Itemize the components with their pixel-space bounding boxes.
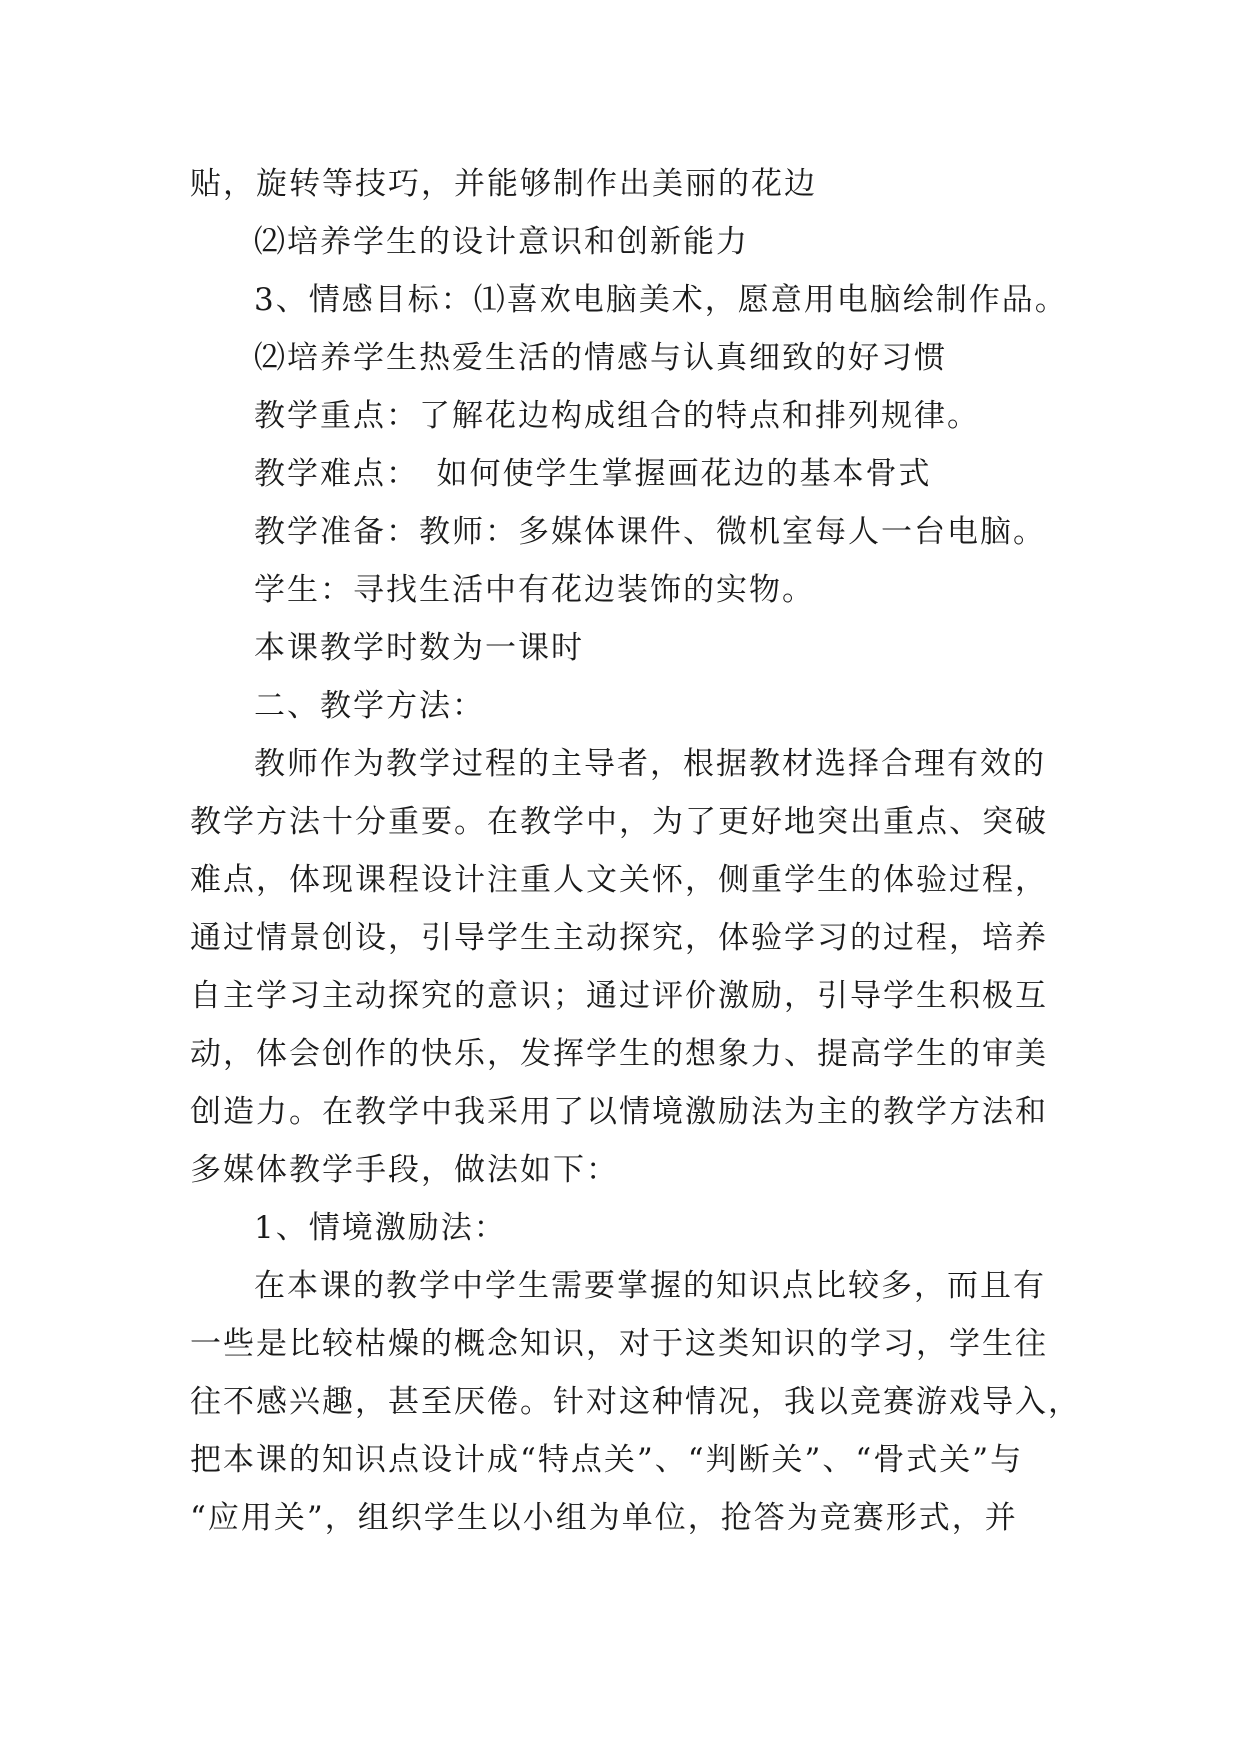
text-line: 教学方法十分重要。在教学中，为了更好地突出重点、突破 [190,804,1048,840]
text-line: 一些是比较枯燥的概念知识，对于这类知识的学习，学生往 [190,1326,1048,1362]
text-line: ⑵培养学生热爱生活的情感与认真细致的好习惯 [254,340,947,376]
subsection-heading: 1、情境激励法： [254,1210,507,1246]
text-line: 教学准备：教师：多媒体课件、微机室每人一台电脑。 [254,514,1046,550]
text-line: 本课教学时数为一课时 [254,630,584,666]
text-line: 多媒体教学手段，做法如下： [190,1152,619,1188]
text-line: 学生：寻找生活中有花边装饰的实物。 [254,572,815,608]
text-line: 难点，体现课程设计注重人文关怀，侧重学生的体验过程， [190,862,1048,898]
text-line: 3、情感目标：⑴喜欢电脑美术，愿意用电脑绘制作品。 [254,282,1068,318]
text-line: 通过情景创设，引导学生主动探究，体验学习的过程，培养 [190,920,1048,956]
text-line: 在本课的教学中学生需要掌握的知识点比较多，而且有 [254,1268,1046,1304]
text-line: 贴，旋转等技巧，并能够制作出美丽的花边 [190,166,817,202]
section-heading: 二、教学方法： [254,688,485,724]
text-line: ⑵培养学生的设计意识和创新能力 [254,224,749,260]
text-line: 往不感兴趣，甚至厌倦。针对这种情况，我以竞赛游戏导入， [190,1384,1081,1420]
text-line: 创造力。在教学中我采用了以情境激励法为主的教学方法和 [190,1094,1048,1130]
text-line: 把本课的知识点设计成“特点关”、“判断关”、“骨式关”与 [190,1442,1024,1478]
document-body [190,155,1081,1547]
text-line: 自主学习主动探究的意识；通过评价激励，引导学生积极互 [190,978,1048,1014]
text-line: 教学难点： 如何使学生掌握画花边的基本骨式 [254,456,932,492]
text-line: 教师作为教学过程的主导者，根据教材选择合理有效的 [254,746,1046,782]
text-line: “应用关”，组织学生以小组为单位，抢答为竞赛形式，并 [190,1500,1018,1536]
text-line: 教学重点：了解花边构成组合的特点和排列规律。 [254,398,980,434]
text-line: 动，体会创作的快乐，发挥学生的想象力、提高学生的审美 [190,1036,1048,1072]
